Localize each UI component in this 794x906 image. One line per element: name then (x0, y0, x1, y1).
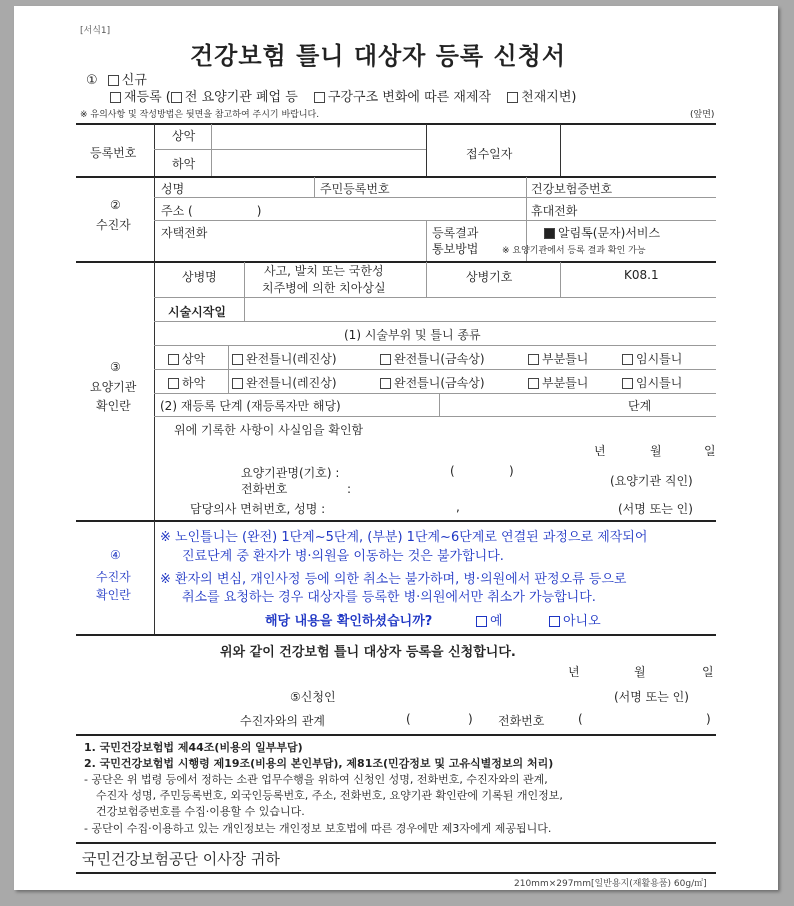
lower-temp-label: 임시틀니 (636, 376, 683, 390)
lower-partial[interactable] (528, 374, 588, 391)
notify-checkbox[interactable] (544, 228, 555, 239)
upper-temp[interactable] (622, 350, 682, 367)
start-date-label: 시술시작일 (168, 305, 226, 319)
note-1-line2: 진료단계 중 환자가 병·의원을 이동하는 것은 불가합니다. (182, 549, 504, 564)
upper-partial[interactable] (528, 350, 588, 367)
lower-partial-label: 부분틀니 (542, 376, 589, 390)
note-1-line1: ※ 노인틀니는 (완전) 1단계~5단계, (부분) 1단계~6단계로 연결된 과정으로 제작되어 (160, 530, 648, 545)
upper-temp-label: 임시틀니 (636, 352, 683, 366)
notify-note: ※ 요양기관에서 등록 결과 확인 가능 (502, 246, 646, 256)
clinic-phone-label: 전화번호 (241, 482, 288, 496)
doctor-signature: (서명 또는 인) (618, 502, 693, 516)
decl-phone-close: ) (706, 712, 711, 726)
stage-value: 단계 (628, 399, 652, 413)
stage-label: (2) 재등록 단계 (재등록자만 해당) (160, 399, 341, 413)
clinic-phone-colon: : (347, 482, 352, 496)
relation-label: 수진자와의 관계 (240, 714, 325, 728)
clinic-label-2: 확인란 (96, 399, 131, 413)
upper-partial-checkbox[interactable] (528, 354, 539, 365)
clinic-label-1: 요양기관 (90, 380, 137, 394)
relation-open: ( (406, 712, 411, 726)
no-label: 아니오 (563, 614, 601, 629)
address-field[interactable] (161, 202, 261, 219)
front-side-label: (앞면) (690, 110, 715, 120)
upper-temp-checkbox[interactable] (622, 354, 633, 365)
upper-jaw-text: 상악 (182, 352, 206, 366)
lower-full-metal-checkbox[interactable] (380, 378, 391, 389)
decl-year: 년 (568, 665, 580, 679)
yes-label: 예 (490, 614, 503, 629)
address-suffix: ) (256, 204, 262, 218)
upper-partial-label: 부분틀니 (542, 352, 589, 366)
lower-temp[interactable] (622, 374, 682, 391)
no-checkbox[interactable] (549, 616, 560, 627)
relation-close: ) (468, 712, 473, 726)
confirm-number: ④ (110, 548, 121, 562)
received-date-label: 접수일자 (466, 147, 513, 161)
result-label-1: 등록결과 (432, 226, 479, 240)
declaration-statement: 위와 같이 건강보험 틀니 대상자 등록을 신청합니다. (220, 645, 516, 660)
confirm-label-1: 수진자 (96, 570, 131, 584)
applicant-number: ② (110, 198, 121, 212)
decl-phone-open: ( (578, 712, 583, 726)
recipient: 국민건강보험공단 이사장 귀하 (82, 850, 280, 868)
form-code: [서식1] (80, 26, 111, 36)
confirm-yes[interactable] (476, 610, 503, 629)
lower-full-metal[interactable] (380, 374, 485, 391)
yes-checkbox[interactable] (476, 616, 487, 627)
upper-jaw-label: 상악 (172, 129, 196, 143)
disease-name-label: 상병명 (182, 270, 217, 284)
result-label-2: 통보방법 (432, 242, 479, 256)
name-label: 성명 (161, 182, 185, 196)
lower-full-resin-label: 완전틀니(레진상) (246, 376, 337, 390)
decl-day: 일 (702, 665, 714, 679)
upper-jaw-checkbox[interactable] (168, 354, 179, 365)
home-phone-label: 자택전화 (161, 226, 208, 240)
disease-desc (262, 262, 386, 296)
lower-jaw-label: 하악 (172, 157, 196, 171)
page-title: 건강보험 틀니 대상자 등록 신청서 (190, 42, 566, 70)
form-page (14, 6, 778, 890)
applicant-label: 수진자 (96, 218, 131, 232)
reg-no-label: 등록번호 (90, 146, 137, 160)
reregister-checkbox[interactable] (110, 92, 121, 103)
doctor-comma: , (456, 500, 460, 514)
legal-line-5: 건강보험증번호를 수집·이용할 수 있습니다. (96, 805, 305, 818)
legal-line-2: 2. 국민건강보험법 시행령 제19조(비용의 본인부담), 제81조(민감정보 및 고유식별정보의 처리) (84, 757, 554, 770)
lower-jaw-text: 하악 (182, 376, 206, 390)
legal-line-4: 수진자 성명, 주민등록번호, 외국인등록번호, 주소, 전화번호, 요양기관 확인란에 기록된 개인정보, (96, 789, 563, 802)
lower-full-resin-checkbox[interactable] (232, 378, 243, 389)
notify-option-label: 알림톡(문자)서비스 (558, 226, 661, 240)
notify-option[interactable] (544, 224, 660, 241)
new-checkbox[interactable] (108, 75, 119, 86)
clinic-year: 년 (594, 444, 606, 458)
address-prefix: 주소 ( (161, 204, 193, 218)
reregister-label: 재등록 ( (124, 90, 171, 105)
type-reregister[interactable] (110, 86, 576, 105)
lower-jaw-option[interactable] (168, 374, 205, 391)
confirm-label-2: 확인란 (96, 588, 131, 602)
rule (76, 123, 716, 125)
closure-checkbox[interactable] (171, 92, 182, 103)
upper-full-resin[interactable] (232, 350, 337, 367)
lower-full-metal-label: 완전틀니(금속상) (394, 376, 485, 390)
type-number: ① (86, 73, 98, 88)
clinic-name-open: ( (450, 464, 455, 478)
confirm-no[interactable] (549, 610, 601, 629)
paper-spec: 210mm×297mm[일반용지(재활용품) 60g/㎡] (514, 879, 707, 889)
applicant-label-5: ⑤신청인 (290, 690, 336, 704)
legal-line-6: - 공단이 수집·이용하고 있는 개인정보는 개인정보 보호법에 따른 경우에만 제3자에게 제공됩니다. (84, 822, 552, 835)
upper-full-resin-label: 완전틀니(레진상) (246, 352, 337, 366)
clinic-name-close: ) (509, 464, 514, 478)
disease-desc-line1: 사고, 발치 또는 국한성 (263, 264, 384, 278)
mobile-label: 휴대전화 (531, 204, 578, 218)
disease-code-label: 상병기호 (466, 270, 513, 284)
note-2-line1: ※ 환자의 변심, 개인사정 등에 의한 취소는 불가하며, 병·의원에서 판정오류 등으로 (160, 572, 627, 587)
notice-text: ※ 유의사항 및 작성방법은 뒷면을 참고하여 주시기 바랍니다. (80, 110, 320, 120)
lower-partial-checkbox[interactable] (528, 378, 539, 389)
rrn-label: 주민등록번호 (320, 182, 390, 196)
decl-signature: (서명 또는 인) (614, 690, 689, 704)
disease-code-value: K08.1 (624, 268, 659, 282)
confirm-question: 해당 내용을 확인하셨습니까? (265, 614, 433, 629)
clinic-month: 월 (650, 444, 662, 458)
upper-jaw-option[interactable] (168, 350, 205, 367)
decl-phone-label: 전화번호 (498, 714, 545, 728)
clinic-name-label: 요양기관명(기호) : (241, 466, 340, 480)
legal-line-3: - 공단은 위 법령 등에서 정하는 소관 업무수행을 위하여 신청인 성명, 전화번호, 수진자와의 관계, (84, 773, 548, 786)
insurance-no-label: 건강보험증번호 (531, 182, 613, 196)
lower-full-resin[interactable] (232, 374, 337, 391)
upper-full-metal-label: 완전틀니(금속상) (394, 352, 485, 366)
lower-jaw-checkbox[interactable] (168, 378, 179, 389)
lower-temp-checkbox[interactable] (622, 378, 633, 389)
disaster-label: 천재지변) (521, 90, 577, 105)
upper-full-resin-checkbox[interactable] (232, 354, 243, 365)
legal-line-1: 1. 국민건강보험법 제44조(비용의 일부부담) (84, 741, 303, 754)
decl-month: 월 (634, 665, 646, 679)
disaster-checkbox[interactable] (507, 92, 518, 103)
note-2-line2: 취소를 요청하는 경우 대상자를 등록한 병·의원에서만 취소가 가능합니다. (182, 590, 596, 605)
remake-label: 구강구조 변화에 따른 재제작 (327, 90, 491, 105)
upper-full-metal[interactable] (380, 350, 485, 367)
clinic-day: 일 (704, 444, 716, 458)
confirm-statement: 위에 기록한 사항이 사실임을 확인함 (174, 423, 364, 437)
clinic-number: ③ (110, 360, 121, 374)
upper-full-metal-checkbox[interactable] (380, 354, 391, 365)
clinic-seal: (요양기관 직인) (610, 474, 693, 488)
remake-checkbox[interactable] (314, 92, 325, 103)
closure-label: 전 요양기관 폐업 등 (184, 90, 298, 105)
part-header: (1) 시술부위 및 틀니 종류 (344, 328, 481, 342)
type-new-label: 신규 (121, 73, 147, 88)
disease-desc-line2: 치주병에 의한 치아상실 (262, 281, 386, 295)
doctor-label: 담당의사 면허번호, 성명 : (190, 502, 326, 516)
